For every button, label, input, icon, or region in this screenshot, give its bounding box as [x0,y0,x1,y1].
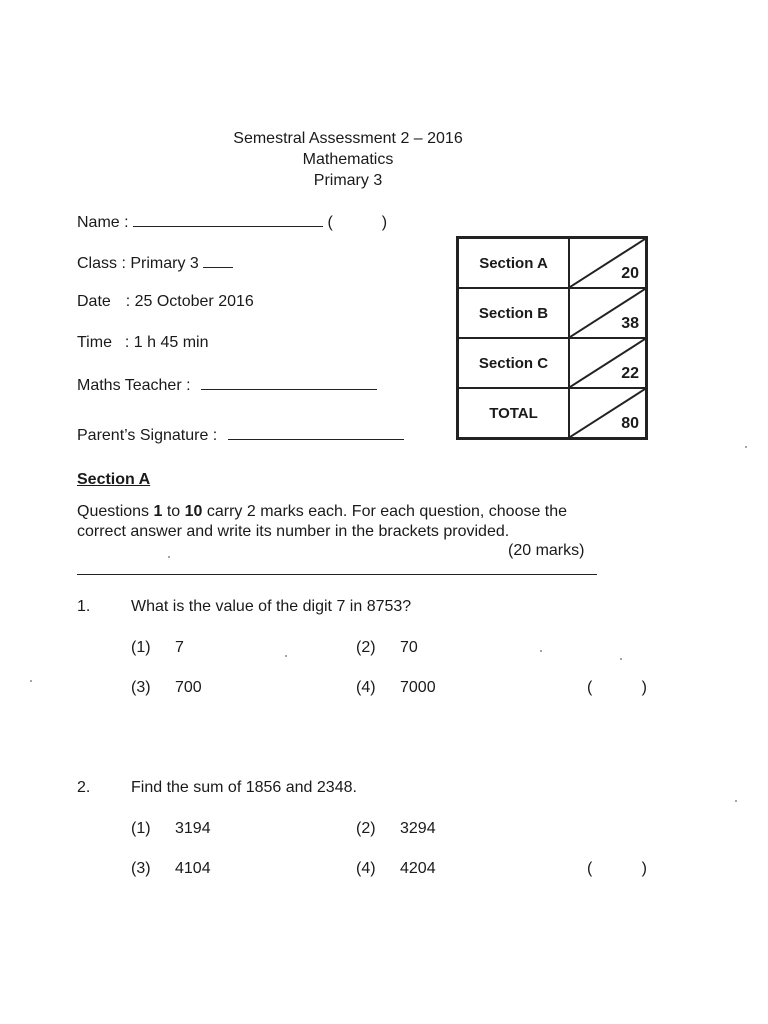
scan-speck [168,556,170,558]
scan-speck [30,680,32,682]
option [356,860,436,878]
instructions [77,502,617,542]
score-table [456,236,648,440]
level-title: Primary 3 [313,172,383,189]
teacher-label: Maths Teacher : [77,377,191,394]
score-row-section-b [459,289,645,339]
bracket-open: ( [587,860,593,877]
question-number: 1. [77,598,91,615]
subject-title: Mathematics [302,151,394,168]
instr-end: 10 [184,503,203,520]
score-label: TOTAL [459,389,570,437]
signature-field[interactable] [77,425,404,445]
score-label: Section B [459,289,570,337]
class-line[interactable] [203,253,233,268]
class-label: Class [77,255,118,272]
option-text: 3294 [400,820,436,837]
instr-start: 1 [153,503,163,520]
name-bracket-close: ) [381,214,388,231]
name-field[interactable] [77,212,387,232]
date-value: : 25 October 2016 [125,293,254,310]
scan-speck [285,655,287,657]
option-text: 7 [175,639,184,656]
score-row-section-a [459,239,645,289]
class-field[interactable] [77,253,233,273]
score-row-section-c [459,339,645,389]
instr-mid: to [162,503,185,520]
score-value: 20 [621,265,639,282]
option-text: 700 [175,679,202,696]
scan-speck [620,658,622,660]
option [131,860,211,878]
option-text: 7000 [400,679,436,696]
score-row-total [459,389,645,437]
section-title: Section A [77,471,151,488]
score-cell[interactable] [570,289,645,337]
score-cell[interactable] [570,239,645,287]
option [356,679,436,697]
option-number: (4) [356,860,376,877]
bracket-open: ( [587,679,593,696]
answer-bracket[interactable] [587,679,647,697]
option-text: 4204 [400,860,436,877]
signature-line[interactable] [228,425,404,440]
scan-speck [735,800,737,802]
question-text: Find the sum of 1856 and 2348. [131,779,357,796]
time-value: : 1 h 45 min [124,334,209,351]
option [131,639,184,657]
scan-speck [540,650,542,652]
score-value: 80 [621,415,639,432]
instr-post: carry 2 marks each. For each question, choose the correct answer and write its number in the brackets provided. [77,503,568,540]
class-value: : Primary 3 [121,255,199,272]
teacher-field[interactable] [77,375,377,395]
option-number: (2) [356,820,376,837]
section-marks: (20 marks) [508,542,585,559]
option [131,679,202,697]
option [356,820,436,838]
name-label: Name : [77,214,129,231]
option-number: (2) [356,639,376,656]
option-number: (3) [131,860,151,877]
option-number: (4) [356,679,376,696]
name-line[interactable] [133,212,323,227]
score-cell[interactable] [570,339,645,387]
bracket-close: ) [641,860,647,877]
option [356,639,418,657]
score-label: Section A [459,239,570,287]
time-field [77,334,208,352]
name-bracket-open: ( [327,214,333,231]
score-value: 22 [621,365,639,382]
bracket-close: ) [641,679,647,696]
option [131,820,211,838]
option-number: (1) [131,639,151,656]
score-value: 38 [621,315,639,332]
teacher-line[interactable] [201,375,377,390]
signature-label: Parent’s Signature : [77,427,218,444]
instr-pre: Questions [77,503,154,520]
date-label: Date [77,293,111,310]
question-number: 2. [77,779,91,796]
answer-bracket[interactable] [587,860,647,878]
option-text: 4104 [175,860,211,877]
option-text: 3194 [175,820,211,837]
option-number: (3) [131,679,151,696]
option-text: 70 [400,639,418,656]
exam-title: Semestral Assessment 2 – 2016 [233,130,463,147]
score-cell[interactable] [570,389,645,437]
date-field [77,293,254,311]
score-label: Section C [459,339,570,387]
section-divider [77,574,597,575]
question-text: What is the value of the digit 7 in 8753? [131,598,412,615]
scan-speck [745,446,747,448]
option-number: (1) [131,820,151,837]
time-label: Time [77,334,112,351]
